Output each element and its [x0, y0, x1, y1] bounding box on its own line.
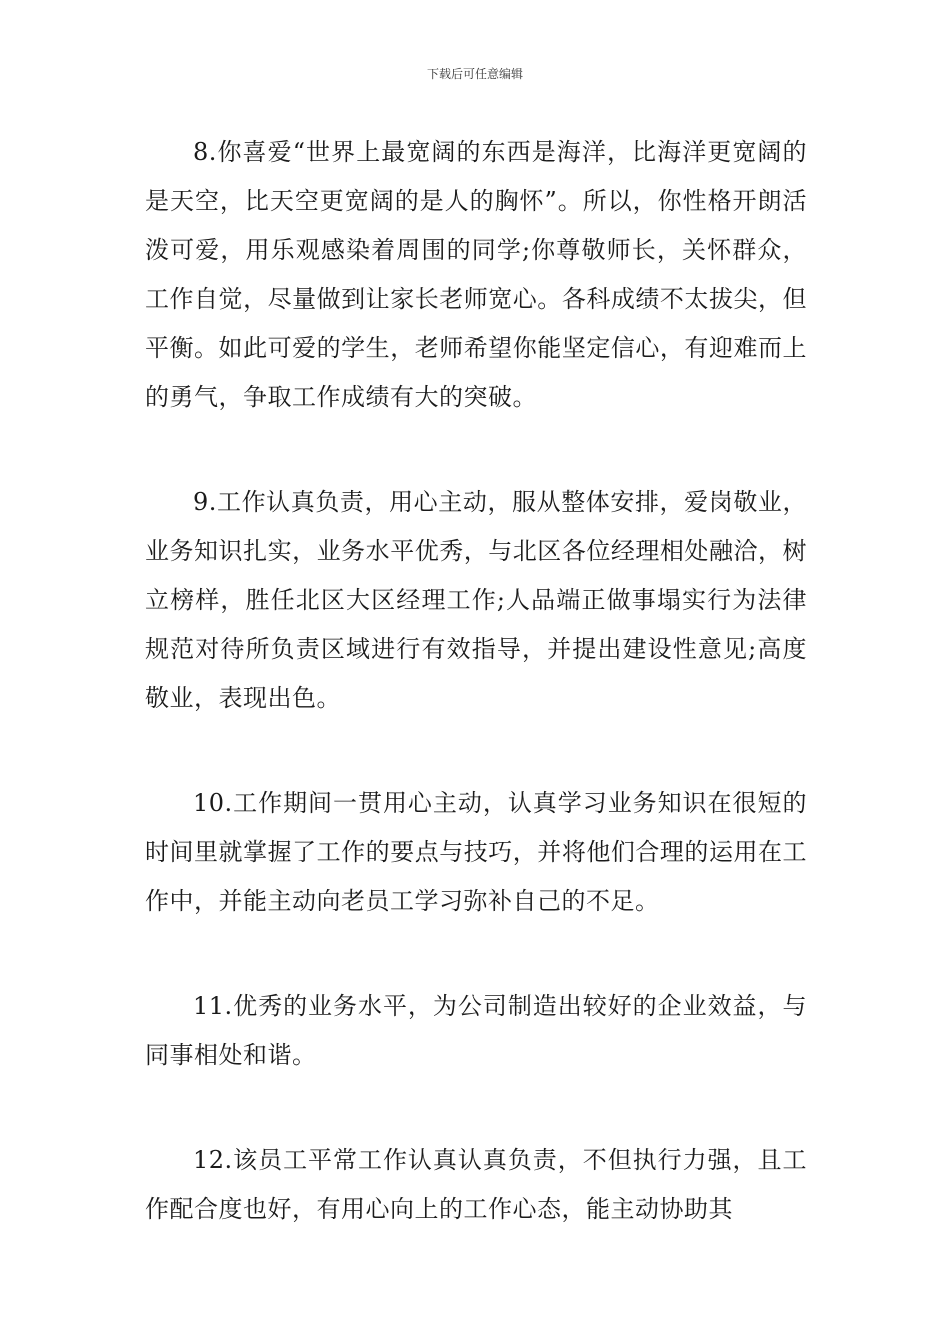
paragraph-10: 10.工作期间一贯用心主动，认真学习业务知识在很短的时间里就掌握了工作的要点与技巧，并将他们合理的运用在工作中，并能主动向老员工学习弥补自己的不足。	[145, 789, 807, 915]
paragraph-9: 9.工作认真负责，用心主动，服从整体安排，爱岗敬业，业务知识扎实，业务水平优秀，与北区各位经理相处融洽，树立榜样，胜任北区大区经理工作;人品端正做事塌实行为法律规范对待所负责区域进行有效指导，并提出建设性意见;高度敬业，表现出色。	[145, 488, 807, 712]
paragraph-11: 11.优秀的业务水平，为公司制造出较好的企业效益，与同事相处和谐。	[145, 992, 807, 1069]
document-body	[145, 128, 807, 1290]
paragraph-8: 8.你喜爱“世界上最宽阔的东西是海洋，比海洋更宽阔的是天空，比天空更宽阔的是人的胸怀”。所以，你性格开朗活泼可爱，用乐观感染着周围的同学;你尊敬师长，关怀群众，工作自觉，尽量做到让家长老师宽心。各科成绩不太拔尖，但平衡。如此可爱的学生，老师希望你能坚定信心，有迎难而上的勇气，争取工作成绩有大的突破。	[145, 138, 807, 411]
paragraph-12: 12.该员工平常工作认真认真负责，不但执行力强，且工作配合度也好，有用心向上的工作心态，能主动协助其	[145, 1146, 807, 1223]
page-header-note: 下载后可任意编辑	[426, 67, 523, 81]
